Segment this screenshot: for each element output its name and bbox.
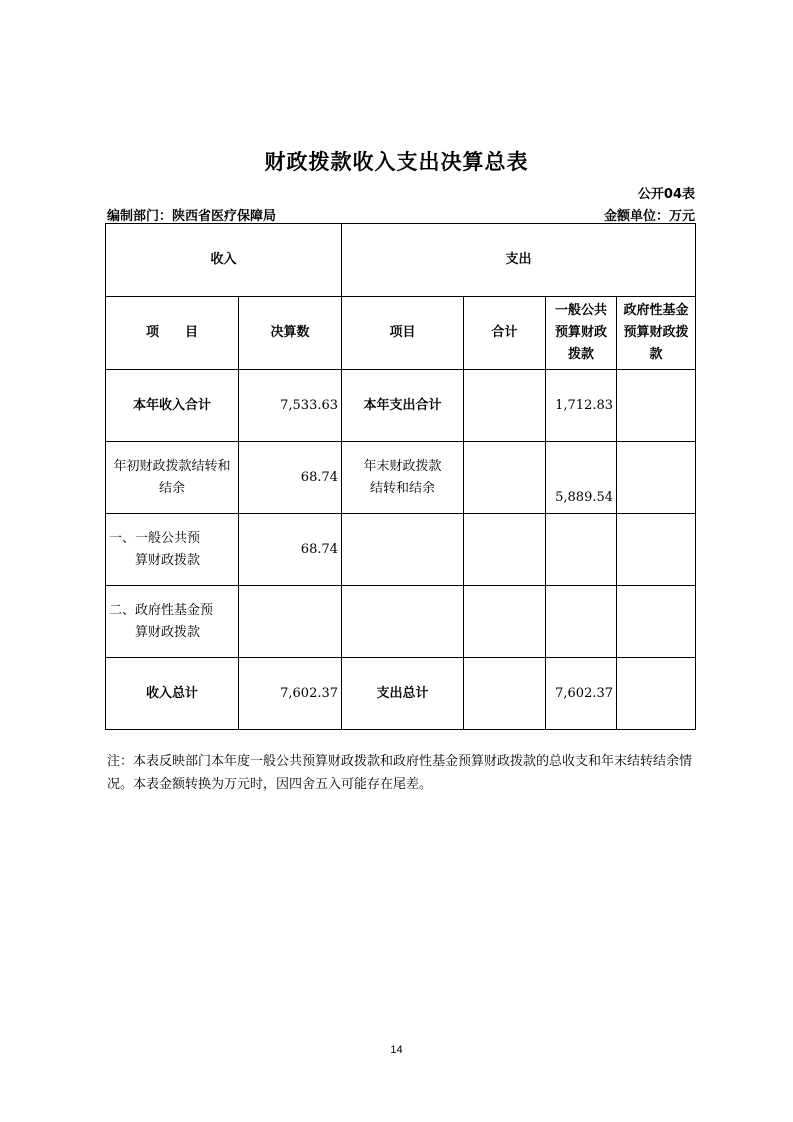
general-budget-cell: 5,889.54 — [546, 442, 617, 514]
gov-fund-cell — [617, 442, 696, 514]
income-amount-cell: 7,602.37 — [239, 658, 342, 730]
gov-fund-cell — [617, 370, 696, 442]
general-budget-cell — [546, 586, 617, 658]
table-row — [106, 658, 696, 730]
table-row — [106, 586, 696, 658]
table-header-row — [106, 224, 696, 297]
income-item-cell — [106, 514, 239, 586]
income-amount-cell: 68.74 — [239, 442, 342, 514]
income-amount-cell: 7,533.63 — [239, 370, 342, 442]
budget-table — [105, 223, 696, 730]
page-title: 财政拨款收入支出决算总表 — [264, 150, 529, 174]
income-item-cell: 本年收入合计 — [106, 370, 239, 442]
expense-item-cell: 年末财政拨款结转和结余 — [342, 442, 464, 514]
expense-item-cell — [342, 514, 464, 586]
table-row — [106, 442, 696, 514]
expense-total-cell — [464, 586, 546, 658]
department-label: 编制部门：陕西省医疗保障局 — [107, 209, 277, 224]
col-income-amount: 决算数 — [239, 297, 342, 370]
page-number: 14 — [390, 1044, 403, 1056]
table-row — [106, 370, 696, 442]
expense-item-cell: 支出总计 — [342, 658, 464, 730]
income-item-line2: 算财政拨款 — [135, 552, 201, 568]
income-header: 收入 — [106, 224, 342, 297]
expense-item-cell — [342, 586, 464, 658]
expense-total-cell — [464, 514, 546, 586]
expense-total-cell — [464, 658, 546, 730]
income-amount-cell: 68.74 — [239, 514, 342, 586]
unit-label: 金额单位：万元 — [603, 209, 695, 224]
col-income-item: 项 目 — [106, 297, 239, 370]
gov-fund-cell — [617, 658, 696, 730]
column-header-row — [106, 297, 696, 370]
general-budget-cell — [546, 514, 617, 586]
income-amount-cell — [239, 586, 342, 658]
income-item-cell — [106, 586, 239, 658]
income-item-cell: 收入总计 — [106, 658, 239, 730]
col-expense-item: 项目 — [342, 297, 464, 370]
income-item-line2: 算财政拨款 — [135, 624, 201, 640]
col-gov-fund: 政府性基金预算财政拨款 — [617, 297, 696, 370]
income-item-cell: 年初财政拨款结转和结余 — [106, 442, 239, 514]
expense-header: 支出 — [342, 224, 696, 297]
general-budget-cell: 7,602.37 — [546, 658, 617, 730]
col-general-budget: 一般公共预算财政拨款 — [546, 297, 617, 370]
footnote: 注：本表反映部门本年度一般公共预算财政拨款和政府性基金预算财政拨款的总收支和年末结转结余情况。本表金额转换为万元时，因四舍五入可能存在尾差。 — [107, 754, 693, 792]
gov-fund-cell — [617, 514, 696, 586]
expense-total-cell — [464, 370, 546, 442]
form-code: 公开04表 — [637, 187, 695, 202]
expense-item-cell: 本年支出合计 — [342, 370, 464, 442]
income-item-line1: 二、政府性基金预 — [109, 602, 214, 618]
general-budget-cell: 1,712.83 — [546, 370, 617, 442]
income-item-line1: 一、一般公共预 — [109, 530, 201, 546]
col-expense-total: 合计 — [464, 297, 546, 370]
gov-fund-cell — [617, 586, 696, 658]
expense-total-cell — [464, 442, 546, 514]
table-row — [106, 514, 696, 586]
